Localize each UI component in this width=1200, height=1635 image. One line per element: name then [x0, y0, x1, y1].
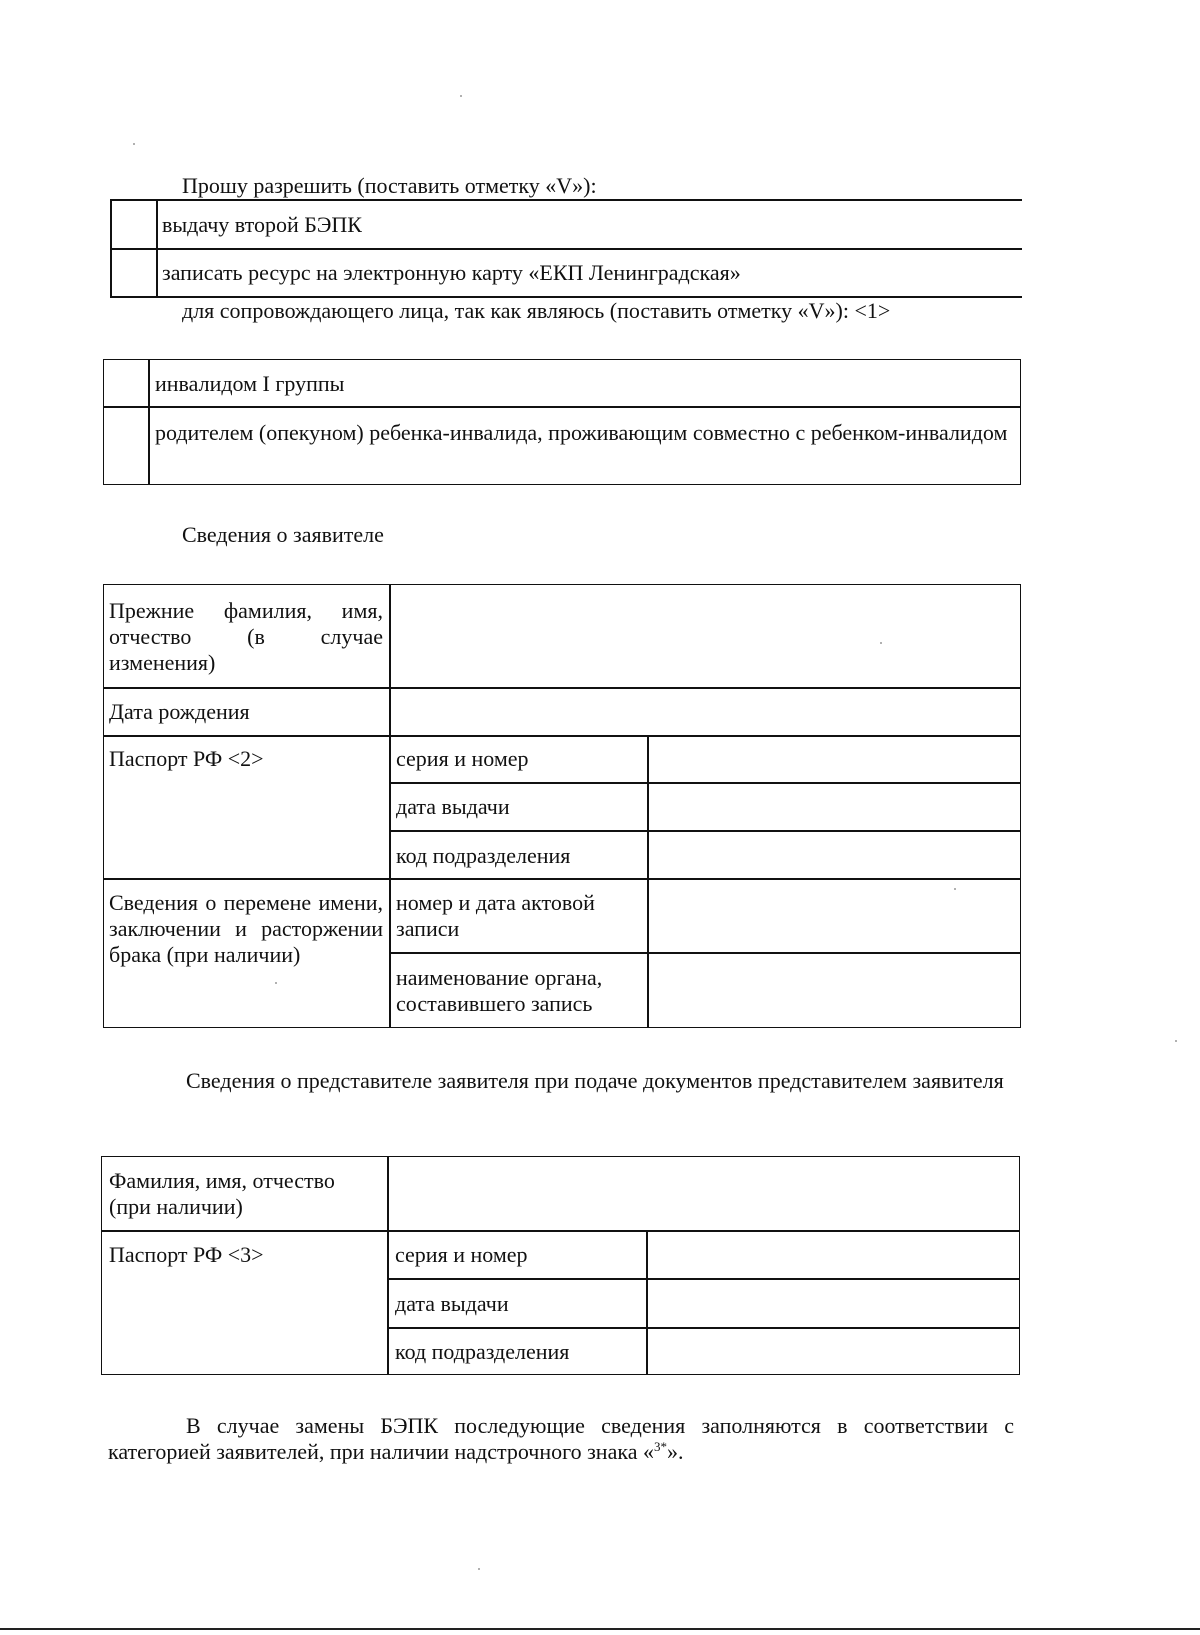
rep-passport-division-label: код подразделения — [395, 1339, 570, 1364]
divider — [110, 248, 1022, 250]
option-second-card: выдачу второй БЭПК — [162, 212, 362, 237]
replacement-note-end: ». — [666, 1439, 684, 1464]
name-change-label: Сведения о перемене имени, заключении и расторжении брака (при наличии) — [109, 890, 383, 967]
option-parent-guardian: родителем (опекуном) ребенка-инвалида, проживающим совместно с ребенком-инвалидом — [155, 420, 1008, 445]
checkbox-second-card[interactable] — [112, 201, 156, 247]
checkbox-parent-guardian[interactable] — [105, 408, 148, 483]
passport-issue-date-label: дата выдачи — [396, 794, 510, 819]
scan-speck — [460, 95, 462, 97]
rep-passport-label: Паспорт РФ <3> — [109, 1242, 264, 1267]
scan-speck — [133, 143, 135, 145]
companion-intro: для сопровождающего лица, так как являюсь (поставить отметку «V»): <1> — [182, 298, 891, 323]
request-intro: Прошу разрешить (поставить отметку «V»): — [182, 173, 597, 198]
scan-speck — [478, 1568, 480, 1570]
replacement-note-text: В случае замены БЭПК последующие сведения заполняются в соответствии с категорией заявителей, при наличии надстрочного знака « — [108, 1413, 1014, 1464]
scan-speck — [275, 982, 277, 984]
passport-division-label: код подразделения — [396, 843, 571, 868]
divider — [148, 359, 150, 485]
scan-speck — [880, 642, 882, 644]
checkbox-write-resource[interactable] — [112, 250, 156, 295]
rep-passport-series-field[interactable] — [648, 1232, 1018, 1277]
passport-issue-date-field[interactable] — [649, 784, 1019, 829]
divider — [103, 406, 1021, 408]
representative-heading: Сведения о представителе заявителя при подаче документов представителем заявителя — [186, 1068, 1004, 1093]
passport-division-field[interactable] — [649, 832, 1019, 877]
divider — [156, 199, 158, 297]
rep-name-label: Фамилия, имя, отчество (при наличии) — [109, 1168, 335, 1219]
rep-passport-issue-date-field[interactable] — [648, 1280, 1018, 1326]
applicant-heading: Сведения о заявителе — [182, 522, 384, 547]
option-write-resource: записать ресурс на электронную карту «ЕКП Ленинградская» — [162, 260, 741, 285]
rep-passport-series-label: серия и номер — [395, 1242, 528, 1267]
replacement-note — [108, 1413, 1014, 1465]
birth-date-label: Дата рождения — [109, 699, 250, 724]
scan-speck — [954, 888, 956, 890]
issuing-authority-field[interactable] — [649, 954, 1019, 1026]
page-bottom-edge — [0, 1628, 1200, 1630]
checkbox-group-one[interactable] — [105, 361, 148, 406]
act-record-label: номер и дата актовой записи — [396, 890, 595, 941]
superscript-mark: 3* — [653, 1439, 667, 1454]
issuing-authority-label: наименование органа, составившего запись — [396, 965, 603, 1016]
prev-name-field[interactable] — [391, 586, 1019, 686]
birth-date-field[interactable] — [391, 689, 1019, 734]
passport-series-label: серия и номер — [396, 746, 529, 771]
passport-label: Паспорт РФ <2> — [109, 746, 264, 771]
rep-passport-issue-date-label: дата выдачи — [395, 1291, 509, 1316]
passport-series-field[interactable] — [649, 737, 1019, 781]
scan-speck — [1175, 1040, 1177, 1042]
prev-name-label: Прежние фамилия, имя, отчество (в случае изменения) — [109, 598, 383, 675]
act-record-field[interactable] — [649, 880, 1019, 951]
rep-name-field[interactable] — [389, 1158, 1018, 1229]
divider — [110, 199, 1022, 201]
rep-passport-division-field[interactable] — [648, 1329, 1018, 1373]
option-group-one: инвалидом I группы — [155, 371, 345, 396]
